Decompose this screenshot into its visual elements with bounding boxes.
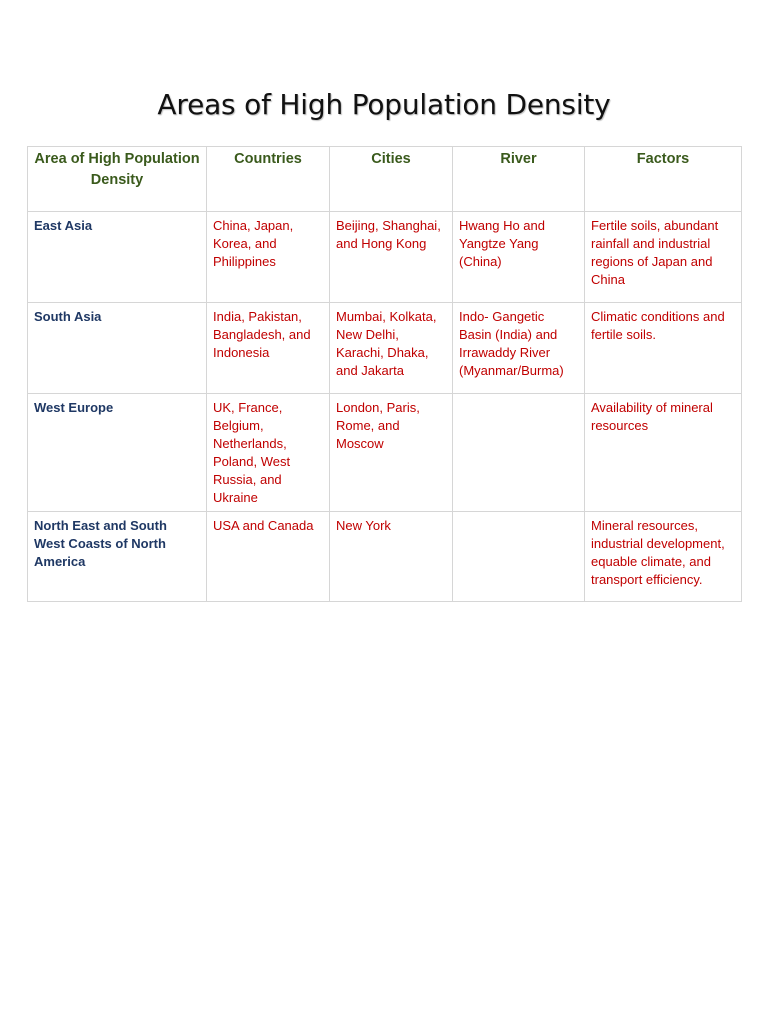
factors-cell: Availability of mineral resources [585,394,742,512]
population-density-table [27,146,742,602]
countries-cell: China, Japan, Korea, and Philippines [207,212,330,303]
river-cell: Indo- Gangetic Basin (India) and Irrawaddy River (Myanmar/Burma) [453,303,585,394]
area-cell: East Asia [28,212,207,303]
factors-cell: Mineral resources, industrial development, equable climate, and transport efficiency. [585,512,742,602]
cities-cell: London, Paris, Rome, and Moscow [330,394,453,512]
cities-cell: Beijing, Shanghai, and Hong Kong [330,212,453,303]
table-row [28,394,742,512]
cities-cell: New York [330,512,453,602]
page-title: Areas of High Population Density [157,88,611,121]
area-cell: South Asia [28,303,207,394]
factors-cell: Climatic conditions and fertile soils. [585,303,742,394]
area-cell: West Europe [28,394,207,512]
area-cell: North East and South West Coasts of North America [28,512,207,602]
river-cell: Hwang Ho and Yangtze Yang (China) [453,212,585,303]
river-cell [453,394,585,512]
factors-cell: Fertile soils, abundant rainfall and industrial regions of Japan and China [585,212,742,303]
cities-cell: Mumbai, Kolkata, New Delhi, Karachi, Dhaka, and Jakarta [330,303,453,394]
table-row [28,303,742,394]
countries-cell: UK, France, Belgium, Netherlands, Poland, West Russia, and Ukraine [207,394,330,512]
header-cities: Cities [330,147,453,212]
river-cell [453,512,585,602]
header-factors: Factors [585,147,742,212]
table-header-row [28,147,742,212]
countries-cell: India, Pakistan, Bangladesh, and Indonesia [207,303,330,394]
table-row [28,512,742,602]
header-area: Area of High Population Density [28,147,207,212]
header-countries: Countries [207,147,330,212]
countries-cell: USA and Canada [207,512,330,602]
table-row [28,212,742,303]
header-river: River [453,147,585,212]
